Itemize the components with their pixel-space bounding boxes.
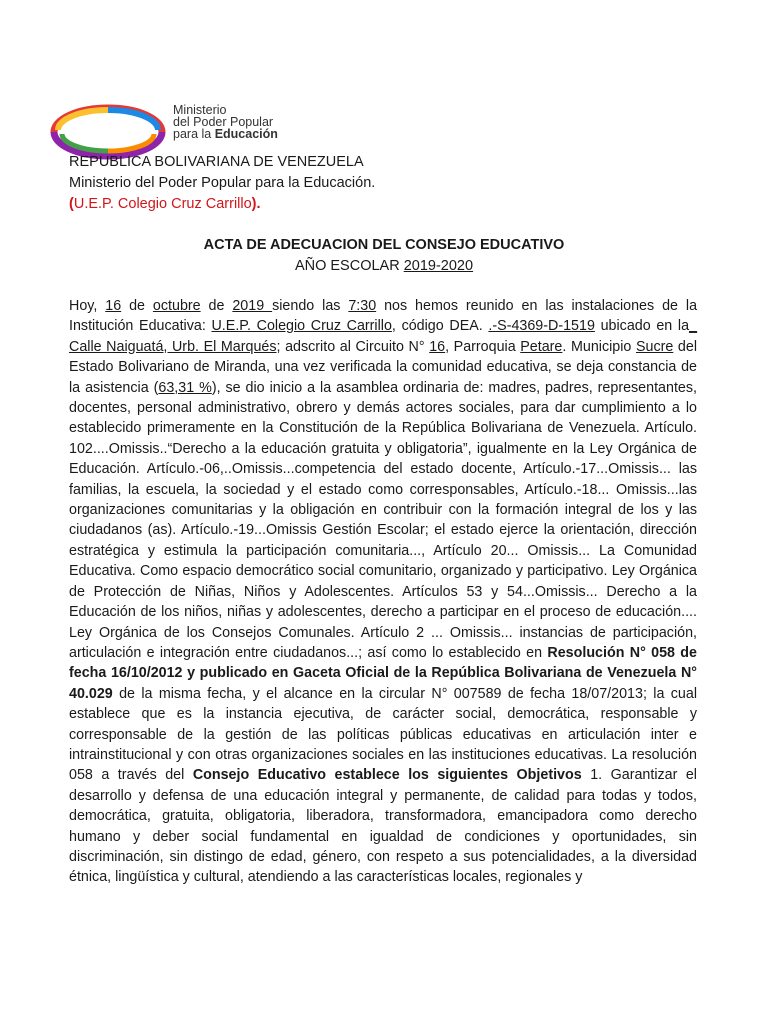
school-year bbox=[0, 256, 768, 277]
objectives-heading: Consejo Educativo establece los siguientes Objetivos bbox=[192, 767, 582, 784]
date-day: 16 bbox=[105, 298, 122, 314]
body-text: ubicado en la bbox=[594, 318, 690, 335]
body-text: ; adscrito al Circuito N° bbox=[276, 338, 430, 355]
school-year-prefix: AÑO ESCOLAR bbox=[294, 258, 404, 274]
municipality: Sucre bbox=[635, 338, 674, 355]
document-body bbox=[69, 296, 697, 888]
body-text: , Parroquia bbox=[445, 338, 521, 355]
body-text: nos hemos reunido en las instalaciones de la Institución Educativa: bbox=[69, 298, 698, 335]
body-text: de bbox=[121, 298, 153, 314]
body-text: siendo las bbox=[272, 298, 349, 314]
body-text: del Estado Bolivariano de Miranda, una vez verificada la comunidad educativa, se deja constancia de la asistencia ( bbox=[69, 338, 697, 396]
dea-code: .-S-4369-D-1519 bbox=[488, 318, 595, 335]
logo-line-3 bbox=[173, 128, 278, 140]
ministry-logo-emblem bbox=[48, 100, 168, 160]
body-text: de bbox=[200, 298, 233, 314]
body-text: . Municipio bbox=[562, 338, 636, 355]
ministry-name: Ministerio del Poder Popular para la Educación. bbox=[69, 175, 376, 191]
circuit-number: 16 bbox=[429, 338, 446, 355]
institution-name: U.E.P. Colegio Cruz Carrillo bbox=[211, 318, 392, 335]
ministry-logo-text bbox=[173, 104, 278, 140]
logo-line-3-prefix: para la bbox=[173, 127, 215, 141]
date-year: 2019 bbox=[232, 298, 273, 314]
document-title: ACTA DE ADECUACION DEL CONSEJO EDUCATIVO bbox=[203, 237, 565, 253]
school-open-paren: ( bbox=[69, 196, 74, 212]
school-line bbox=[69, 194, 375, 215]
logo-line-1: Ministerio bbox=[173, 103, 227, 117]
ministry-logo bbox=[48, 100, 348, 160]
school-year-value: 2019-2020 bbox=[403, 258, 474, 274]
body-text: ), se dio inicio a la asamblea ordinaria de: madres, padres, representantes, docentes, personal administrativo, obrero y demás actores sociales, para dar cumplimiento a lo establecido primeramente en la Constitución de la República Bolivariana de Venezuela. Artículo. 102....Omissis..“Derecho a la educación gratuita y obligatoria”, igualmente en la Ley Orgánica de Educación. Artículo.-06,..Omissis...competencia del estado docente, Artículo.-17...Omissis... las familias, la escuela, la sociedad y el estado como corresponsables, Artículo.-18... Omissis...las organizaciones comunitarias y la obligación en contribuir con la formación integral de los y las ciudadanos (as). Artículo.-19...Omissis Gestión Escolar; el estado ejerce la orientación, dirección estratégica y estimula la participación comunitaria..., Artículo 20... Omissis... La Comunidad Educativa. Como espacio democrático social comunitario, organizado y participativo. Ley Orgánica de Protección de Niñas, Niños y Adolescentes. Artículos 53 y 54...Omissis... Derecho a la Educación de los niños, niñas y adolescentes, derecho a participar en el proceso de educación.... Ley Orgánica de los Consejos Comunales. Artículo 2 ... Omissis... instancias de participación, articulación e integración entre ciudadanos...; así como lo establecido en bbox=[69, 379, 698, 661]
resolution-reference: Resolución N° 058 de fecha 16/10/2012 y publicado en Gaceta Oficial de la República Bolivariana de Venezuela N° 40.029 bbox=[69, 644, 697, 702]
letterhead bbox=[69, 152, 375, 215]
country-name: REPUBLICA BOLIVARIANA DE VENEZUELA bbox=[69, 154, 364, 170]
body-text: 1. Garantizar el desarrollo y defensa de una educación integral y permanente, de calidad para todas y todos, democrática, gratuita, obligatoria, liberadora, transformadora, emancipadora como derecho humano y deber social fundamental en igualdad de condiciones y oportunidades, sin discriminación, sin distingo de edad, género, con respeto a sus potencialidades, a la diversidad étnica, lingüística y cultural, atendiendo a las características locales, regionales y bbox=[69, 767, 697, 886]
school-close-paren: ). bbox=[251, 196, 261, 212]
date-month: octubre bbox=[152, 298, 201, 314]
body-text: , código DEA. bbox=[391, 318, 489, 335]
document-title-block bbox=[0, 235, 768, 277]
body-text: Hoy, bbox=[69, 298, 106, 314]
school-name: U.E.P. Colegio Cruz Carrillo bbox=[73, 196, 252, 212]
logo-line-2: del Poder Popular bbox=[173, 115, 274, 129]
logo-line-3-bold: Educación bbox=[214, 127, 278, 141]
body-text: de la misma fecha, y el alcance en la circular N° 007589 de fecha 18/07/2013; la cual establece que es la instancia ejecutiva, de carácter social, democrática, responsable y corresponsable de la gestión de las políticas públicas educativas en articulación inter e intrainstitucional y con otras organizaciones sociales en las instituciones educativas. La resolución 058 a través del bbox=[69, 685, 697, 784]
meeting-time: 7:30 bbox=[348, 298, 377, 314]
parish: Petare bbox=[520, 338, 563, 355]
address: _ Calle Naiguatá, Urb. El Marqués bbox=[69, 318, 698, 355]
attendance-percent: 63,31 % bbox=[158, 379, 212, 396]
